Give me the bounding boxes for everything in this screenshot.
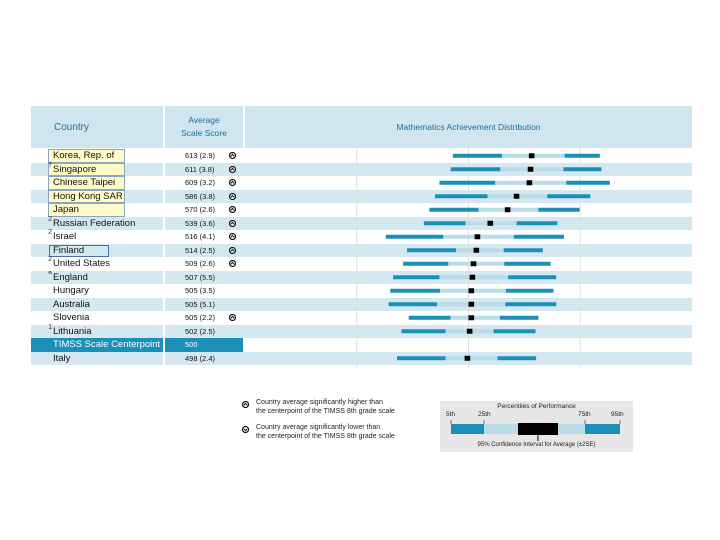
bar-75th-95th bbox=[565, 154, 600, 158]
average-score: 507 (5.5) bbox=[185, 272, 216, 282]
country-name: Singapore bbox=[53, 163, 97, 175]
bar-25th-75th bbox=[456, 248, 503, 252]
average-score: 609 (3.2) bbox=[185, 178, 216, 187]
country-name: TIMSS Scale Centerpoint bbox=[53, 339, 161, 350]
bar-75th-95th bbox=[500, 316, 539, 320]
mean-ci-box bbox=[469, 302, 475, 307]
percentile-key-ci-label: 95% Confidence Interval for Average (±2SE) bbox=[477, 442, 596, 448]
bar-5th-25th bbox=[439, 181, 495, 185]
average-score: 500 bbox=[185, 340, 198, 349]
country-name: Korea, Rep. of bbox=[53, 150, 115, 161]
average-score: 509 (2.6) bbox=[185, 259, 216, 268]
bar-25th-75th bbox=[446, 356, 498, 360]
legend-higher-text bbox=[256, 398, 395, 416]
mean-ci-box bbox=[469, 315, 475, 320]
bar-75th-95th bbox=[505, 302, 556, 306]
average-score: 514 (2.5) bbox=[185, 245, 216, 255]
bar-5th-25th bbox=[386, 235, 444, 239]
mean-ci-box bbox=[474, 248, 480, 253]
mean-ci-box bbox=[505, 207, 511, 212]
country-name: Russian Federation bbox=[53, 217, 136, 229]
bar-25th-75th bbox=[451, 316, 500, 320]
country-name: Chinese Taipei bbox=[53, 177, 116, 188]
bar-5th-25th bbox=[429, 208, 478, 212]
bar-75th-95th bbox=[547, 194, 590, 198]
mean-ci-box bbox=[465, 356, 471, 361]
bar-75th-95th bbox=[538, 208, 579, 212]
country-name: Israel bbox=[53, 231, 77, 242]
bar-75th-95th bbox=[563, 167, 601, 171]
bar-75th-95th bbox=[514, 235, 564, 239]
footnote-mark: 2 bbox=[48, 256, 52, 263]
mean-ci-box bbox=[469, 288, 475, 293]
bar-5th-25th bbox=[451, 167, 501, 171]
bar-5th-25th bbox=[409, 316, 451, 320]
bar-5th-25th bbox=[453, 154, 502, 158]
bar-5th-25th bbox=[407, 248, 456, 252]
country-name: Hong Kong SAR bbox=[53, 190, 123, 202]
average-score-header-line2: Scale Score bbox=[181, 128, 227, 138]
bar-5th-25th bbox=[435, 194, 488, 198]
bar-5th-25th bbox=[424, 221, 466, 225]
country-name: Japan bbox=[53, 204, 79, 215]
bar-5th-25th bbox=[397, 356, 446, 360]
bar-5th-25th bbox=[403, 262, 448, 266]
average-score: 516 (4.1) bbox=[185, 232, 216, 241]
bar-75th-95th bbox=[498, 356, 537, 360]
country-name: Australia bbox=[53, 298, 90, 310]
percentile-key-bar bbox=[440, 418, 633, 442]
footnote-mark: 2 bbox=[48, 215, 52, 223]
average-score: 505 (2.2) bbox=[185, 313, 216, 322]
bar-25th-75th bbox=[448, 262, 504, 266]
mean-ci-box bbox=[475, 234, 481, 239]
mean-ci-box bbox=[467, 329, 473, 334]
footnote-mark: ≡ bbox=[47, 269, 52, 277]
bar-5th-25th bbox=[389, 302, 438, 306]
average-score: 505 (3.5) bbox=[185, 286, 216, 295]
average-score: 502 (2.5) bbox=[185, 326, 216, 336]
country-name: Lithuania bbox=[53, 325, 92, 337]
country-name: England bbox=[53, 271, 88, 283]
average-score: 505 (5.1) bbox=[185, 299, 216, 309]
mean-ci-box bbox=[470, 275, 476, 280]
percentile-key-5th: 5th bbox=[446, 411, 456, 418]
country-name: United States bbox=[53, 258, 111, 269]
bar-75th-95th bbox=[506, 289, 553, 293]
mean-ci-box bbox=[514, 194, 520, 199]
percentile-key-95th: 95th bbox=[611, 411, 624, 418]
footnote-mark: † bbox=[48, 161, 52, 169]
legend-lower-line1: Country average significantly lower than bbox=[256, 424, 381, 431]
average-score: 570 (2.6) bbox=[185, 205, 216, 214]
mean-ci-box bbox=[527, 180, 533, 185]
bar-75th-95th bbox=[504, 262, 550, 266]
higher-circle-icon bbox=[242, 401, 249, 408]
country-name: Slovenia bbox=[53, 312, 90, 323]
mean-ci-box bbox=[471, 261, 477, 266]
average-score: 586 (3.8) bbox=[185, 191, 216, 201]
percentile-key-ci-box bbox=[518, 423, 558, 435]
percentile-key-75th: 75th bbox=[578, 411, 591, 418]
mean-ci-box bbox=[487, 221, 493, 226]
bar-75th-95th bbox=[517, 221, 558, 225]
bar-5th-25th bbox=[393, 275, 439, 279]
legend-lower-line2: the centerpoint of the TIMSS 8th grade scale bbox=[256, 433, 395, 440]
country-name: Finland bbox=[53, 244, 85, 256]
bar-75th-95th bbox=[566, 181, 610, 185]
bar-75th-95th bbox=[504, 248, 543, 252]
bar-75th-95th bbox=[494, 329, 536, 333]
footnote-mark: 1 bbox=[48, 323, 52, 331]
average-score: 613 (2.9) bbox=[185, 151, 216, 160]
percentile-key-title: Percentiles of Performance bbox=[497, 403, 576, 410]
legend-higher-line2: the centerpoint of the TIMSS 8th grade scale bbox=[256, 408, 395, 415]
mean-ci-box bbox=[528, 167, 534, 172]
legend-lower-text bbox=[256, 423, 395, 441]
average-score: 498 (2.4) bbox=[185, 353, 216, 363]
percentile-key-outer-left bbox=[451, 424, 484, 434]
bar-5th-25th bbox=[401, 329, 445, 333]
country-column-header: Country bbox=[54, 122, 90, 133]
percentile-key-outer-right bbox=[585, 424, 620, 434]
distribution-column-header: Mathematics Achievement Distribution bbox=[396, 122, 541, 132]
lower-circle-icon bbox=[242, 426, 249, 433]
average-score: 539 (3.6) bbox=[185, 218, 216, 228]
percentile-key-25th: 25th bbox=[478, 411, 491, 418]
mean-ci-box bbox=[529, 153, 535, 158]
country-name: Hungary bbox=[53, 285, 89, 296]
legend-higher-line1: Country average significantly higher than bbox=[256, 399, 383, 406]
footnote-mark: 2 bbox=[48, 229, 52, 236]
bar-75th-95th bbox=[508, 275, 556, 279]
average-score: 611 (3.8) bbox=[185, 164, 215, 174]
country-name: Italy bbox=[53, 352, 71, 364]
bar-5th-25th bbox=[390, 289, 440, 293]
average-score-header-line1: Average bbox=[188, 115, 220, 125]
